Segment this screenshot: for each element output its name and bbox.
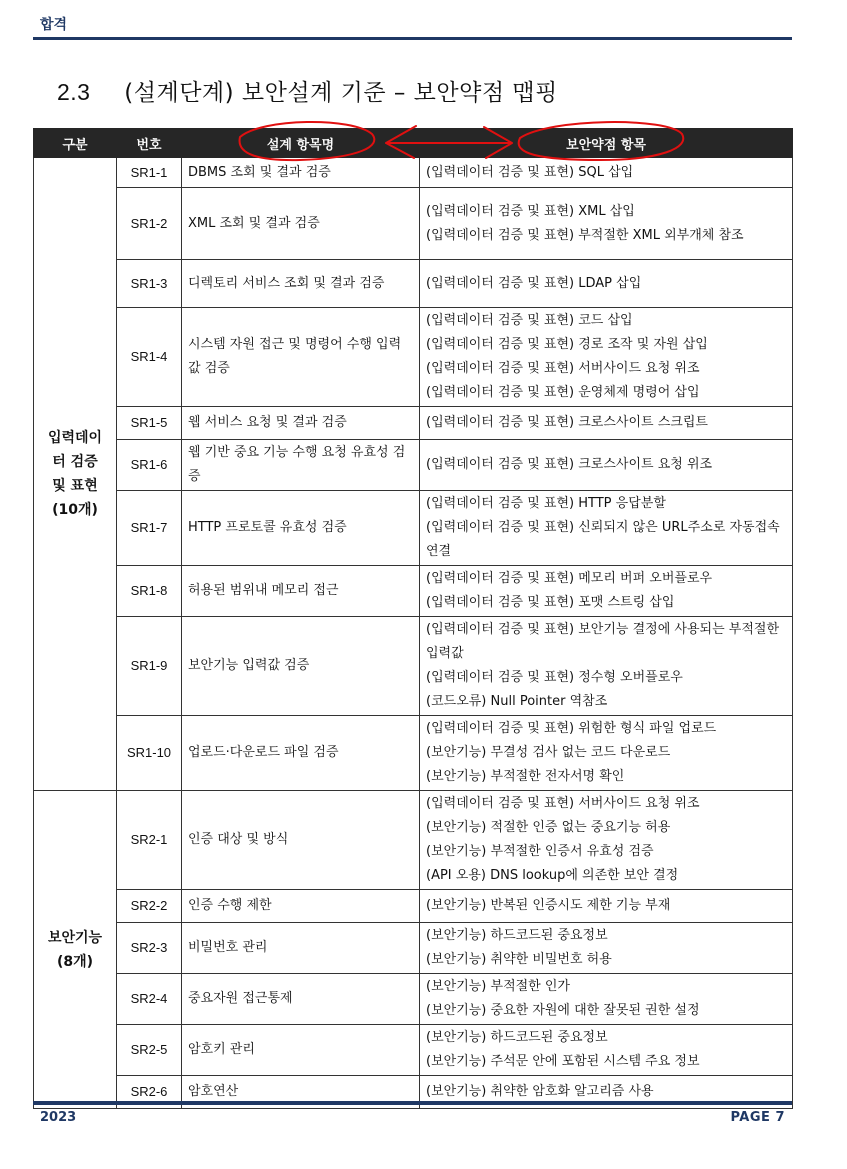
row-number: SR2-1 (117, 791, 182, 890)
vulnerability-item: (보안기능) 주석문 안에 포함된 시스템 주요 정보 (426, 1054, 700, 1069)
design-item: 인증 대상 및 방식 (182, 791, 420, 890)
vulnerability-item: (보안기능) 하드코드된 중요정보 (426, 928, 608, 943)
design-item: DBMS 조회 및 결과 검증 (182, 158, 420, 188)
table-row (34, 1025, 793, 1076)
table-row (34, 308, 793, 407)
table-row (34, 716, 793, 791)
row-number: SR2-5 (117, 1025, 182, 1076)
vulnerability-item: (보안기능) 중요한 자원에 대한 잘못된 권한 설정 (426, 1003, 700, 1018)
vulnerability-list (420, 407, 793, 440)
vulnerability-item: (입력데이터 검증 및 표현) 운영체제 명령어 삽입 (426, 385, 700, 400)
vulnerability-list (420, 923, 793, 974)
row-number: SR1-7 (117, 491, 182, 566)
bottom-rule (33, 1101, 792, 1105)
table-row (34, 158, 793, 188)
vulnerability-item: (입력데이터 검증 및 표현) XML 삽입 (426, 203, 635, 219)
design-item: 업로드·다운로드 파일 검증 (182, 716, 420, 791)
vulnerability-item: (입력데이터 검증 및 표현) 정수형 오버플로우 (426, 670, 683, 685)
table-row (34, 791, 793, 890)
vulnerability-list (420, 188, 793, 260)
vulnerability-item: (보안기능) 적절한 인증 없는 중요기능 허용 (426, 820, 671, 835)
row-number: SR2-2 (117, 890, 182, 923)
table-row (34, 617, 793, 716)
row-number: SR1-9 (117, 617, 182, 716)
design-item: 암호키 관리 (182, 1025, 420, 1076)
vulnerability-item: (입력데이터 검증 및 표현) 서버사이드 요청 위조 (426, 361, 700, 376)
header-category: 구분 (34, 129, 117, 158)
footer-page: PAGE 7 (730, 1110, 785, 1125)
row-number: SR1-8 (117, 566, 182, 617)
row-number: SR1-4 (117, 308, 182, 407)
table-body (34, 158, 793, 1109)
row-number: SR2-6 (117, 1076, 182, 1109)
vulnerability-item: (입력데이터 검증 및 표현) 위험한 형식 파일 업로드 (426, 721, 717, 736)
vulnerability-item: (보안기능) 하드코드된 중요정보 (426, 1030, 608, 1045)
header-vulnerability: 보안약점 항목 (420, 129, 793, 158)
row-number: SR1-2 (117, 188, 182, 260)
category-line: 터 검증 (52, 454, 98, 470)
vulnerability-item: (코드오류) Null Pointer 역참조 (426, 694, 608, 709)
vulnerability-list (420, 716, 793, 791)
row-number: SR1-3 (117, 260, 182, 308)
vulnerability-item: (입력데이터 검증 및 표현) LDAP 삽입 (426, 275, 642, 291)
section-title (57, 74, 558, 107)
mapping-table (33, 128, 793, 1109)
design-item: 디렉토리 서비스 조회 및 결과 검증 (182, 260, 420, 308)
row-number: SR1-10 (117, 716, 182, 791)
vulnerability-item: (입력데이터 검증 및 표현) 서버사이드 요청 위조 (426, 796, 700, 811)
design-item: 암호연산 (182, 1076, 420, 1109)
vulnerability-list (420, 1025, 793, 1076)
vulnerability-item: (입력데이터 검증 및 표현) HTTP 응답분할 (426, 496, 666, 511)
vulnerability-list (420, 260, 793, 308)
vulnerability-list (420, 158, 793, 188)
table-row (34, 440, 793, 491)
design-item: 비밀번호 관리 (182, 923, 420, 974)
vulnerability-item: (입력데이터 검증 및 표현) 신뢰되지 않은 URL주소로 자동접속 연결 (426, 520, 780, 559)
category-cell (34, 791, 117, 1109)
category-line: 입력데이 (47, 430, 103, 446)
vulnerability-item: (입력데이터 검증 및 표현) 포맷 스트링 삽입 (426, 595, 675, 610)
row-number: SR1-1 (117, 158, 182, 188)
vulnerability-list (420, 440, 793, 491)
vulnerability-item: (입력데이터 검증 및 표현) 메모리 버퍼 오버플로우 (426, 571, 713, 586)
design-item: XML 조회 및 결과 검증 (182, 188, 420, 260)
vulnerability-item: (입력데이터 검증 및 표현) 부적절한 XML 외부개체 참조 (426, 227, 744, 243)
section-number: 2.3 (57, 79, 91, 105)
vulnerability-item: (보안기능) 무결성 검사 없는 코드 다운로드 (426, 745, 671, 760)
vulnerability-item: (입력데이터 검증 및 표현) 크로스사이트 스크립트 (426, 415, 708, 430)
vulnerability-list (420, 791, 793, 890)
design-item: 허용된 범위내 메모리 접근 (182, 566, 420, 617)
vulnerability-item: (보안기능) 부적절한 전자서명 확인 (426, 769, 625, 784)
vulnerability-item: (입력데이터 검증 및 표현) 코드 삽입 (426, 313, 633, 328)
vulnerability-list (420, 974, 793, 1025)
row-number: SR1-6 (117, 440, 182, 491)
vulnerability-list (420, 890, 793, 923)
table-row (34, 923, 793, 974)
vulnerability-list (420, 491, 793, 566)
section-title-text: (설계단계) 보안설계 기준 – 보안약점 맵핑 (124, 80, 558, 106)
vulnerability-item: (입력데이터 검증 및 표현) 크로스사이트 요청 위조 (426, 457, 713, 472)
header-label: 합격 (40, 17, 68, 33)
category-line: 보안기능 (47, 929, 103, 946)
row-number: SR1-5 (117, 407, 182, 440)
design-item: 중요자원 접근통제 (182, 974, 420, 1025)
vulnerability-item: (보안기능) 취약한 암호화 알고리즘 사용 (426, 1084, 654, 1099)
design-item: 인증 수행 제한 (182, 890, 420, 923)
table-row (34, 974, 793, 1025)
vulnerability-list (420, 617, 793, 716)
row-number: SR2-4 (117, 974, 182, 1025)
category-line: 및 표현 (52, 478, 98, 494)
table-row (34, 491, 793, 566)
header-design-item: 설계 항목명 (182, 129, 420, 158)
category-cell (34, 158, 117, 791)
table-row (34, 188, 793, 260)
design-item: 웹 서비스 요청 및 결과 검증 (182, 407, 420, 440)
vulnerability-item: (입력데이터 검증 및 표현) 경로 조작 및 자원 삽입 (426, 337, 708, 352)
category-line: (10개) (52, 502, 98, 518)
table-row (34, 566, 793, 617)
vulnerability-item: (입력데이터 검증 및 표현) 보안기능 결정에 사용되는 부적절한 입력값 (426, 622, 780, 661)
design-item: 웹 기반 중요 기능 수행 요청 유효성 검증 (182, 440, 420, 491)
vulnerability-item: (보안기능) 부적절한 인증서 유효성 검증 (426, 844, 654, 859)
design-item: 보안기능 입력값 검증 (182, 617, 420, 716)
vulnerability-item: (API 오용) DNS lookup에 의존한 보안 결정 (426, 868, 679, 883)
design-item: HTTP 프로토콜 유효성 검증 (182, 491, 420, 566)
vulnerability-list (420, 566, 793, 617)
table-row (34, 890, 793, 923)
table-row (34, 260, 793, 308)
vulnerability-item: (보안기능) 반복된 인증시도 제한 기능 부재 (426, 898, 671, 913)
vulnerability-item: (입력데이터 검증 및 표현) SQL 삽입 (426, 164, 634, 180)
header-number: 번호 (117, 129, 182, 158)
vulnerability-item: (보안기능) 취약한 비밀번호 허용 (426, 952, 612, 967)
design-item: 시스템 자원 접근 및 명령어 수행 입력값 검증 (182, 308, 420, 407)
table-row (34, 407, 793, 440)
vulnerability-list (420, 308, 793, 407)
footer-year: 2023 (40, 1110, 77, 1125)
top-rule (33, 37, 792, 40)
table-header-row (34, 129, 793, 158)
row-number: SR2-3 (117, 923, 182, 974)
category-line: (8개) (56, 953, 94, 970)
vulnerability-item: (보안기능) 부적절한 인가 (426, 979, 570, 994)
